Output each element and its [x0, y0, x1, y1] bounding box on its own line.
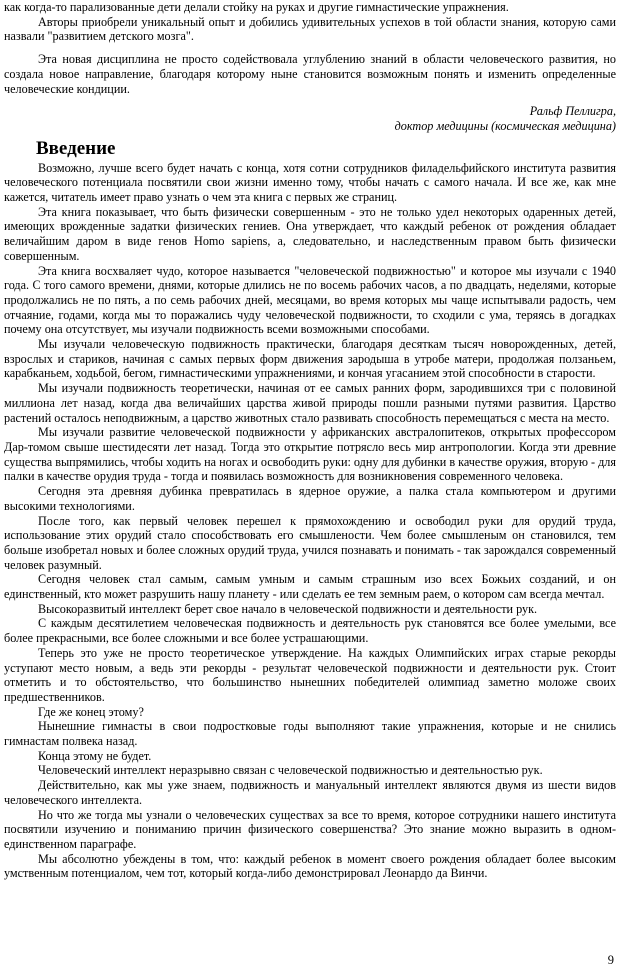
- section-heading: Введение: [36, 137, 116, 159]
- signature-title: доктор медицины (космическая медицина): [394, 118, 616, 133]
- page-number: 9: [607, 953, 614, 967]
- signature-name: Ральф Пеллигра,: [529, 104, 616, 119]
- body-paragraph: Возможно, лучше всего будет начать с конца, хотя сотни сотрудников филадельфийского института развития человеческого потенциала посвятили свои жизни именно тому, чтобы начать с самого начала. И все же, как мне кажется, читатель имеет право узнать о чем эта книга с первых же страниц.: [4, 160, 616, 205]
- body-paragraph: Мы изучали подвижность теоретически, начиная от ее самых ранних форм, зародившихся три с половиной миллиона лет назад, когда два величайших царства живой природы пошли разными путями развития. Царство растений осталось неподвижным, а царство животных стало развивать способность перемещаться с места на место.: [4, 381, 616, 425]
- body-paragraph: Мы изучали развитие человеческой подвижности у африканских австралопитеков, открытых профессором Дар-томом свыше шестидесяти лет назад. Тогда это открытие потрясло весь мир антропологии. Когда эти древние существа выпрямились, чтобы ходить на ногах и освободить руки: одну для дубинки в качестве оружия, вторую - для палки в качестве орудия труда - тогда и появилась возможность для возникновения современного человека.: [4, 425, 616, 484]
- body-paragraph: Где же конец этому?: [38, 704, 144, 719]
- body-paragraph: Эта книга восхваляет чудо, которое называется "человеческой подвижностью" и которое мы изучали с 1940 года. С того самого времени, днями, которые длились не по восемь рабочих часов, а по двадцать, неделями, которые продолжались не по пять, а по семь рабочих дней, месяцами, во время которых мы чаще испытывали радость, чем отчаяние, годами, когда мы то поражались чуду человеческой подвижности, то сходили с ума, теряясь в догадках почему она отсутствует, мы изучали подвижность всеми возможными способами.: [4, 263, 616, 337]
- body-paragraph: С каждым десятилетием человеческая подвижность и деятельность рук становятся все более умелыми, все более прекрасными, все более сложными и все более устрашающими.: [4, 616, 616, 646]
- body-paragraph: Нынешние гимнасты в свои подростковые годы выполняют такие упражнения, которые и не снились гимнастам полвека назад.: [4, 719, 616, 749]
- body-paragraph: Эта книга показывает, что быть физически совершенным - это не только удел некоторых одаренных детей, имеющих врожденные задатки физических гениев. Она утверждает, что каждый ребенок от рождения обладает величайшим даром в виде генов Homo sapiens, а, следовательно, и наследственным правом быть физически совершенным.: [4, 204, 616, 263]
- body-paragraph: Конца этому не будет.: [38, 748, 152, 763]
- body-paragraph: Сегодня эта древняя дубинка превратилась в ядерное оружие, а палка стала компьютером и другими высокими технологиями.: [4, 484, 616, 513]
- body-paragraph: Но что же тогда мы узнали о человеческих существах за все то время, которое сотрудники нашего института посвятили изучению и пониманию причин физического совершенства? Это знание можно выразить в одном-единственном параграфе.: [4, 807, 616, 851]
- body-paragraph: Теперь это уже не просто теоретическое утверждение. На каждых Олимпийских играх старые рекорды уступают место новым, а ведь эти рекорды - результат человеческой подвижности и деятельности рук. Стоит отметить и то обстоятельство, что большинство нынешних победителей олимпиад заметно моложе своих предшественников.: [4, 645, 616, 704]
- body-paragraph: Сегодня человек стал самым, самым умным и самым страшным изо всех Божьих созданий, и он единственный, кто может разрушить нашу планету - или сделать ее тем земным раем, о котором сам всегда мечтал.: [4, 572, 616, 602]
- signature-block: [4, 104, 616, 133]
- body-paragraph: Высокоразвитый интеллект берет свое начало в человеческой подвижности и деятельности рук.: [38, 601, 538, 616]
- intro-paragraph-1: как когда-то парализованные дети делали стойку на руках и другие гимнастические упражнения.: [4, 0, 509, 14]
- body-paragraph: Человеческий интеллект неразрывно связан с человеческой подвижностью и деятельностью рук.: [38, 763, 543, 778]
- intro-paragraph-2: Авторы приобрели уникальный опыт и добились удивительных успехов в той области знания, которую сами назвали "развитием детского мозга".: [4, 14, 616, 44]
- body-paragraph: После того, как первый человек перешел к прямохождению и освободил руки для орудий труда, использование этих орудий стало способствовать его смышлености. Чем более смышленым он становился, тем больше изобретал новых и более сложных орудий труда, учился познавать и понимать - так зарождался современный человек разумный.: [4, 513, 616, 572]
- body-paragraph: Мы изучали человеческую подвижность практически, благодаря десяткам тысяч новорожденных, детей, взрослых и стариков, начиная с самых первых форм движения зародыша в утробе матери, продолжая ползаньем, карабканьем, ходьбой, бегом, гимнастическими упражнениями, и кончая угасанием этой способности в старости.: [4, 337, 616, 381]
- body-paragraph: Мы абсолютно убеждены в том, что: каждый ребенок в момент своего рождения обладает более высоким умственным потенциалом, чем тот, который когда-либо демонстрировал Леонардо да Винчи.: [4, 851, 616, 881]
- intro-paragraph-3: Эта новая дисциплина не просто содействовала углублению знаний в области человеческого развития, но создала новое направление, благодаря которому ныне становится возможным понять и изменить определенные человеческие кондиции.: [4, 52, 616, 96]
- body-paragraph: Действительно, как мы уже знаем, подвижность и мануальный интеллект являются двумя из шести видов человеческого интеллекта.: [4, 778, 616, 807]
- section-body: [4, 161, 616, 881]
